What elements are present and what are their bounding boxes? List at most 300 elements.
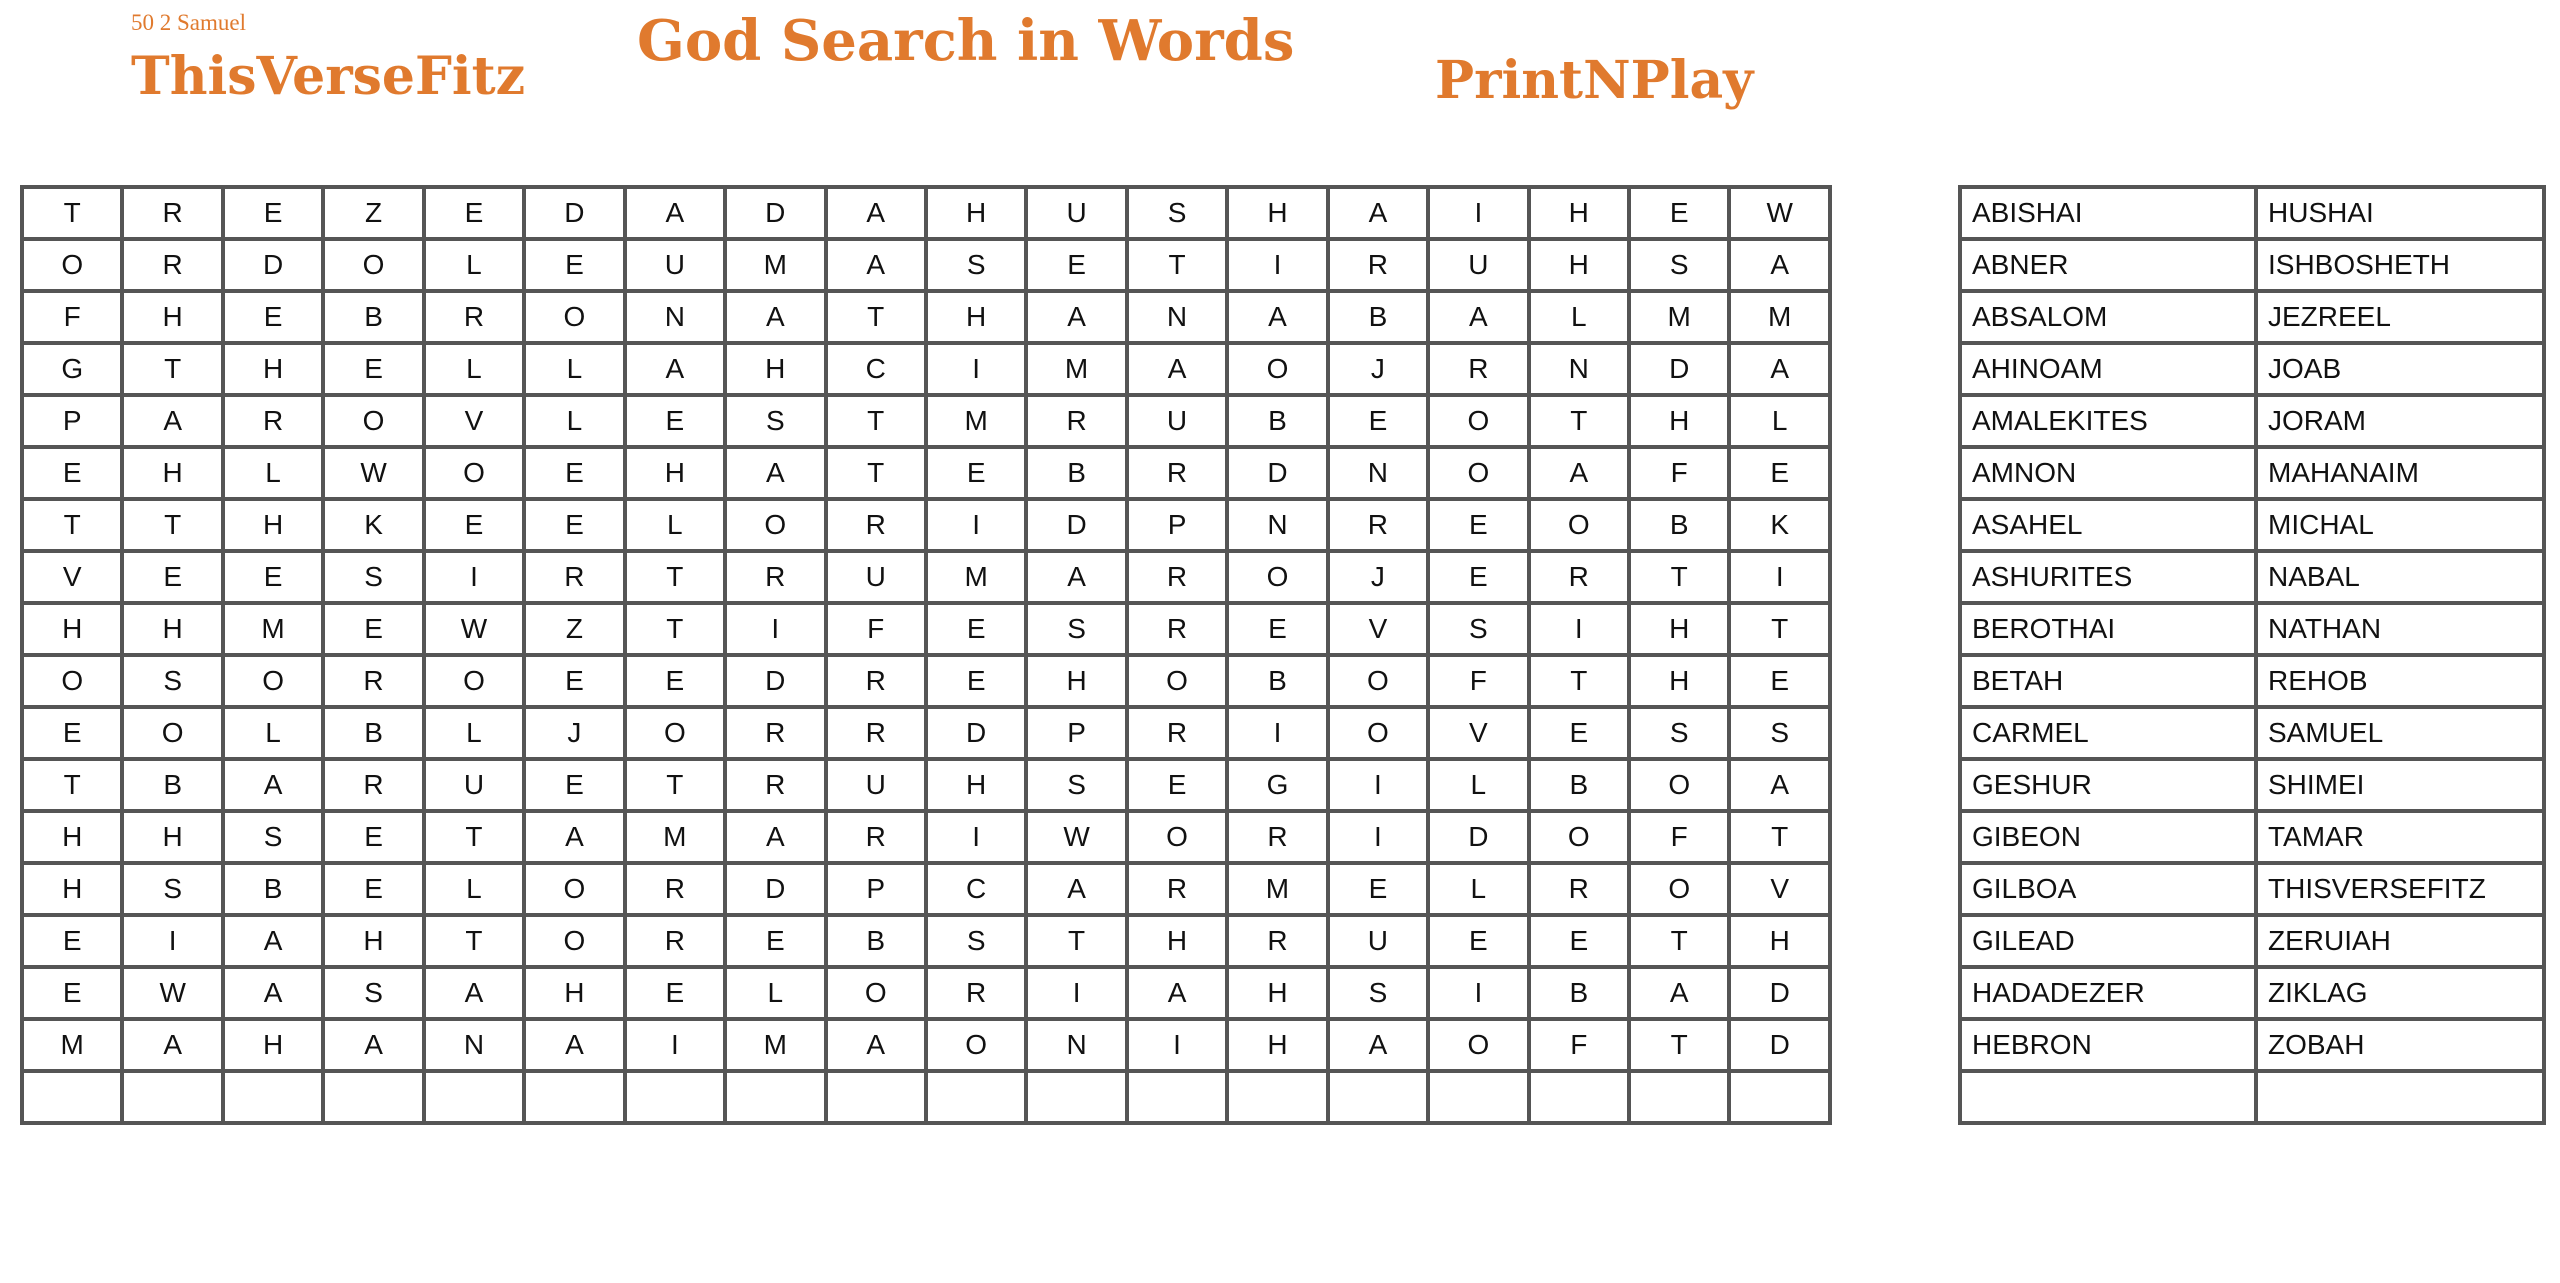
grid-cell: B	[1529, 759, 1629, 811]
grid-cell: L	[524, 395, 624, 447]
grid-cell: R	[424, 291, 524, 343]
grid-cell: H	[22, 811, 122, 863]
grid-cell: V	[424, 395, 524, 447]
grid-cell: H	[1026, 655, 1126, 707]
grid-cell: B	[1629, 499, 1729, 551]
grid-cell: T	[424, 811, 524, 863]
grid-cell: T	[625, 603, 725, 655]
puzzle-subtitle: 50 2 Samuel	[131, 10, 246, 35]
grid-cell: I	[1227, 707, 1327, 759]
grid-cell: R	[826, 499, 926, 551]
word-list-item: ASHURITES	[1960, 551, 2256, 603]
grid-cell: N	[1328, 447, 1428, 499]
grid-cell: R	[725, 707, 825, 759]
grid-cell: A	[725, 811, 825, 863]
grid-cell: T	[625, 759, 725, 811]
grid-cell: R	[1127, 707, 1227, 759]
grid-cell: V	[22, 551, 122, 603]
grid-cell: A	[725, 291, 825, 343]
grid-cell: F	[1529, 1019, 1629, 1071]
word-list-item: NATHAN	[2256, 603, 2544, 655]
grid-row	[22, 187, 1830, 239]
grid-cell: H	[926, 187, 1026, 239]
grid-cell: W	[424, 603, 524, 655]
grid-cell: J	[524, 707, 624, 759]
grid-cell	[625, 1071, 725, 1123]
grid-cell: E	[22, 707, 122, 759]
grid-cell: O	[424, 655, 524, 707]
grid-cell: R	[122, 239, 222, 291]
grid-cell: B	[122, 759, 222, 811]
grid-cell: I	[625, 1019, 725, 1071]
grid-cell: K	[1729, 499, 1830, 551]
grid-cell: S	[1026, 603, 1126, 655]
grid-cell: O	[1428, 447, 1528, 499]
grid-cell: A	[524, 811, 624, 863]
grid-cell: A	[524, 1019, 624, 1071]
word-list-row	[1960, 707, 2544, 759]
grid-cell: E	[223, 187, 323, 239]
grid-cell: A	[725, 447, 825, 499]
grid-cell: B	[1227, 395, 1327, 447]
grid-cell: T	[1529, 395, 1629, 447]
grid-cell: R	[1227, 811, 1327, 863]
grid-cell: U	[1026, 187, 1126, 239]
grid-cell: T	[22, 759, 122, 811]
grid-cell: I	[1328, 759, 1428, 811]
grid-cell: P	[22, 395, 122, 447]
grid-cell: O	[1127, 655, 1227, 707]
grid-cell	[424, 1071, 524, 1123]
grid-cell: O	[926, 1019, 1026, 1071]
grid-cell: T	[1529, 655, 1629, 707]
grid-cell: M	[725, 239, 825, 291]
word-list-item: ASAHEL	[1960, 499, 2256, 551]
grid-cell: A	[826, 187, 926, 239]
grid-cell: U	[424, 759, 524, 811]
grid-cell: R	[1328, 499, 1428, 551]
grid-cell: E	[625, 395, 725, 447]
grid-cell: N	[1227, 499, 1327, 551]
grid-cell: A	[1127, 343, 1227, 395]
grid-cell: A	[122, 395, 222, 447]
grid-cell: E	[1629, 187, 1729, 239]
grid-cell: A	[1026, 291, 1126, 343]
grid-row	[22, 967, 1830, 1019]
grid-cell: M	[22, 1019, 122, 1071]
grid-cell: T	[1629, 915, 1729, 967]
grid-cell	[1328, 1071, 1428, 1123]
grid-cell: H	[122, 811, 222, 863]
grid-cell: O	[122, 707, 222, 759]
grid-cell: E	[625, 967, 725, 1019]
word-list-item: ZIKLAG	[2256, 967, 2544, 1019]
grid-cell: O	[826, 967, 926, 1019]
grid-cell: O	[22, 655, 122, 707]
word-list-row	[1960, 343, 2544, 395]
grid-cell: V	[1428, 707, 1528, 759]
grid-cell: O	[323, 395, 423, 447]
grid-cell: E	[22, 915, 122, 967]
grid-cell: E	[1729, 655, 1830, 707]
grid-cell: H	[22, 863, 122, 915]
grid-cell: I	[926, 343, 1026, 395]
grid-cell: Z	[524, 603, 624, 655]
grid-cell: S	[1629, 239, 1729, 291]
word-list-item: HADADEZER	[1960, 967, 2256, 1019]
grid-cell: E	[725, 915, 825, 967]
word-list-item: AMALEKITES	[1960, 395, 2256, 447]
grid-cell: B	[1328, 291, 1428, 343]
grid-cell: I	[1127, 1019, 1227, 1071]
grid-cell: O	[22, 239, 122, 291]
grid-cell: D	[1227, 447, 1327, 499]
grid-row	[22, 811, 1830, 863]
grid-cell: T	[1629, 551, 1729, 603]
grid-cell: S	[926, 915, 1026, 967]
grid-cell: M	[1227, 863, 1327, 915]
grid-cell: H	[1729, 915, 1830, 967]
grid-cell: S	[1729, 707, 1830, 759]
grid-cell: E	[1227, 603, 1327, 655]
grid-cell: I	[1428, 187, 1528, 239]
grid-cell: L	[524, 343, 624, 395]
grid-cell: O	[1127, 811, 1227, 863]
word-list-row	[1960, 603, 2544, 655]
grid-cell: A	[1026, 863, 1126, 915]
word-list-item: AMNON	[1960, 447, 2256, 499]
word-list-row	[1960, 1071, 2544, 1123]
grid-cell: H	[1529, 187, 1629, 239]
grid-cell: I	[122, 915, 222, 967]
grid-cell: H	[1529, 239, 1629, 291]
grid-cell: H	[926, 291, 1026, 343]
grid-cell: W	[1026, 811, 1126, 863]
word-list-row	[1960, 187, 2544, 239]
grid-cell: O	[323, 239, 423, 291]
word-list-item: GILBOA	[1960, 863, 2256, 915]
grid-cell: R	[826, 811, 926, 863]
grid-cell: I	[1227, 239, 1327, 291]
grid-cell	[122, 1071, 222, 1123]
grid-cell: S	[725, 395, 825, 447]
grid-cell: R	[725, 759, 825, 811]
grid-cell: B	[1026, 447, 1126, 499]
grid-cell: R	[1529, 551, 1629, 603]
grid-cell: H	[223, 343, 323, 395]
grid-cell: H	[1227, 967, 1327, 1019]
grid-cell: R	[1127, 447, 1227, 499]
grid-cell: H	[1227, 1019, 1327, 1071]
word-list-item: ISHBOSHETH	[2256, 239, 2544, 291]
grid-cell: O	[725, 499, 825, 551]
brand-right: PrintNPlay	[1435, 50, 1754, 111]
grid-cell: L	[424, 343, 524, 395]
grid-cell: O	[524, 291, 624, 343]
word-list-row	[1960, 655, 2544, 707]
grid-cell: E	[524, 239, 624, 291]
grid-cell: E	[926, 655, 1026, 707]
grid-cell: S	[1328, 967, 1428, 1019]
grid-cell: M	[1629, 291, 1729, 343]
grid-cell: I	[1428, 967, 1528, 1019]
grid-cell: T	[826, 395, 926, 447]
grid-cell: S	[223, 811, 323, 863]
grid-row	[22, 395, 1830, 447]
grid-cell	[1629, 1071, 1729, 1123]
grid-cell: F	[1629, 811, 1729, 863]
grid-cell: W	[323, 447, 423, 499]
grid-cell: R	[1428, 343, 1528, 395]
grid-cell: H	[926, 759, 1026, 811]
grid-cell: D	[1729, 967, 1830, 1019]
grid-cell	[1227, 1071, 1327, 1123]
grid-cell: I	[725, 603, 825, 655]
grid-cell: E	[1328, 863, 1428, 915]
grid-cell: E	[1026, 239, 1126, 291]
word-list-item	[2256, 1071, 2544, 1123]
grid-cell: A	[1729, 759, 1830, 811]
grid-cell: D	[725, 863, 825, 915]
grid-cell: H	[1127, 915, 1227, 967]
grid-cell: T	[424, 915, 524, 967]
word-list-item: NABAL	[2256, 551, 2544, 603]
grid-cell: H	[122, 603, 222, 655]
grid-row	[22, 343, 1830, 395]
grid-cell: E	[926, 603, 1026, 655]
word-list-row	[1960, 1019, 2544, 1071]
word-list-row	[1960, 499, 2544, 551]
grid-cell: L	[223, 447, 323, 499]
grid-cell	[1127, 1071, 1227, 1123]
grid-cell: V	[1328, 603, 1428, 655]
word-list-item: CARMEL	[1960, 707, 2256, 759]
word-list-item: ABNER	[1960, 239, 2256, 291]
grid-cell: T	[1729, 603, 1830, 655]
word-list-item: TAMAR	[2256, 811, 2544, 863]
grid-cell	[926, 1071, 1026, 1123]
grid-cell: L	[424, 863, 524, 915]
grid-cell: A	[625, 187, 725, 239]
grid-cell: H	[1629, 655, 1729, 707]
grid-cell: E	[22, 447, 122, 499]
grid-cell: E	[1529, 707, 1629, 759]
grid-cell: S	[926, 239, 1026, 291]
word-list-row	[1960, 239, 2544, 291]
grid-cell: F	[1629, 447, 1729, 499]
grid-cell: R	[122, 187, 222, 239]
word-list-item: GILEAD	[1960, 915, 2256, 967]
grid-row	[22, 1019, 1830, 1071]
grid-cell: I	[926, 499, 1026, 551]
grid-cell: P	[826, 863, 926, 915]
grid-cell: A	[625, 343, 725, 395]
grid-cell: T	[1127, 239, 1227, 291]
grid-cell: U	[1328, 915, 1428, 967]
grid-cell: E	[1328, 395, 1428, 447]
word-list-item: ZERUIAH	[2256, 915, 2544, 967]
grid-cell: I	[1328, 811, 1428, 863]
grid-cell: A	[1328, 1019, 1428, 1071]
grid-cell: T	[625, 551, 725, 603]
grid-cell: L	[424, 707, 524, 759]
grid-cell: U	[826, 551, 926, 603]
grid-cell: A	[223, 967, 323, 1019]
grid-cell: E	[1127, 759, 1227, 811]
grid-cell: U	[1428, 239, 1528, 291]
grid-cell: O	[1328, 655, 1428, 707]
grid-cell: R	[926, 967, 1026, 1019]
grid-cell: S	[1428, 603, 1528, 655]
grid-cell: C	[826, 343, 926, 395]
word-list-item: ZOBAH	[2256, 1019, 2544, 1071]
grid-cell: T	[22, 499, 122, 551]
grid-cell: O	[1529, 811, 1629, 863]
grid-cell: E	[1428, 551, 1528, 603]
grid-cell: D	[223, 239, 323, 291]
word-list-item: HUSHAI	[2256, 187, 2544, 239]
grid-cell: R	[826, 707, 926, 759]
word-list-item: BEROTHAI	[1960, 603, 2256, 655]
page-title: God Search in Words	[637, 8, 1295, 74]
grid-cell: O	[1227, 343, 1327, 395]
grid-cell: I	[1529, 603, 1629, 655]
grid-row	[22, 915, 1830, 967]
grid-cell: H	[1227, 187, 1327, 239]
grid-cell: D	[926, 707, 1026, 759]
grid-cell: N	[1529, 343, 1629, 395]
grid-row	[22, 655, 1830, 707]
grid-cell: L	[1529, 291, 1629, 343]
grid-cell: W	[1729, 187, 1830, 239]
grid-cell: R	[1227, 915, 1327, 967]
word-list-item: THISVERSEFITZ	[2256, 863, 2544, 915]
grid-cell: O	[1428, 1019, 1528, 1071]
brand-left: ThisVerseFitz	[131, 46, 526, 107]
grid-cell: H	[323, 915, 423, 967]
grid-cell: D	[725, 655, 825, 707]
word-list-row	[1960, 447, 2544, 499]
grid-cell: W	[122, 967, 222, 1019]
grid-cell: L	[223, 707, 323, 759]
grid-cell: M	[223, 603, 323, 655]
grid-cell: R	[223, 395, 323, 447]
grid-cell: T	[1729, 811, 1830, 863]
grid-cell: E	[926, 447, 1026, 499]
grid-cell: R	[1026, 395, 1126, 447]
word-list-item: JEZREEL	[2256, 291, 2544, 343]
grid-cell: T	[826, 447, 926, 499]
grid-cell: J	[1328, 551, 1428, 603]
grid-cell: R	[625, 863, 725, 915]
grid-cell: O	[1529, 499, 1629, 551]
grid-cell: N	[625, 291, 725, 343]
grid-cell: E	[524, 499, 624, 551]
grid-cell: M	[725, 1019, 825, 1071]
grid-cell: A	[1127, 967, 1227, 1019]
grid-row	[22, 551, 1830, 603]
word-list-row	[1960, 915, 2544, 967]
grid-cell: P	[1026, 707, 1126, 759]
grid-cell: U	[826, 759, 926, 811]
grid-cell: B	[323, 291, 423, 343]
grid-cell: A	[1227, 291, 1327, 343]
grid-cell: T	[22, 187, 122, 239]
grid-cell	[826, 1071, 926, 1123]
grid-cell: M	[1729, 291, 1830, 343]
word-list-item: BETAH	[1960, 655, 2256, 707]
grid-row	[22, 447, 1830, 499]
grid-cell: E	[424, 499, 524, 551]
grid-cell: O	[223, 655, 323, 707]
grid-row	[22, 499, 1830, 551]
grid-cell	[1026, 1071, 1126, 1123]
grid-cell: R	[1127, 603, 1227, 655]
word-list-item: ABSALOM	[1960, 291, 2256, 343]
grid-cell: N	[1127, 291, 1227, 343]
grid-cell: F	[22, 291, 122, 343]
grid-cell: N	[424, 1019, 524, 1071]
word-list-row	[1960, 811, 2544, 863]
grid-cell: I	[926, 811, 1026, 863]
word-list-item: MAHANAIM	[2256, 447, 2544, 499]
grid-cell: K	[323, 499, 423, 551]
grid-cell: C	[926, 863, 1026, 915]
grid-cell: H	[223, 1019, 323, 1071]
grid-cell: D	[1729, 1019, 1830, 1071]
grid-cell: L	[1428, 759, 1528, 811]
grid-cell: H	[625, 447, 725, 499]
word-list-item: AHINOAM	[1960, 343, 2256, 395]
grid-cell: S	[122, 655, 222, 707]
grid-cell: E	[524, 447, 624, 499]
grid-cell: E	[223, 291, 323, 343]
grid-cell: F	[1428, 655, 1528, 707]
grid-cell: H	[725, 343, 825, 395]
grid-cell: S	[1026, 759, 1126, 811]
grid-cell: H	[22, 603, 122, 655]
grid-cell: M	[1026, 343, 1126, 395]
grid-cell: S	[323, 967, 423, 1019]
grid-cell: A	[1529, 447, 1629, 499]
grid-row	[22, 863, 1830, 915]
grid-cell: O	[424, 447, 524, 499]
grid-cell: U	[625, 239, 725, 291]
grid-cell: L	[424, 239, 524, 291]
grid-cell: A	[826, 1019, 926, 1071]
grid-cell: R	[323, 759, 423, 811]
grid-cell: H	[1629, 395, 1729, 447]
grid-cell: E	[524, 655, 624, 707]
grid-cell: S	[323, 551, 423, 603]
word-list-item: ABISHAI	[1960, 187, 2256, 239]
grid-cell: E	[323, 811, 423, 863]
word-list-item: REHOB	[2256, 655, 2544, 707]
grid-cell: S	[1629, 707, 1729, 759]
grid-cell: E	[323, 343, 423, 395]
word-list-item	[1960, 1071, 2256, 1123]
grid-row	[22, 1071, 1830, 1123]
grid-cell: L	[1729, 395, 1830, 447]
word-list-item: GESHUR	[1960, 759, 2256, 811]
grid-cell: A	[424, 967, 524, 1019]
word-list-row	[1960, 551, 2544, 603]
grid-cell: A	[323, 1019, 423, 1071]
word-list-item: MICHAL	[2256, 499, 2544, 551]
grid-cell	[1729, 1071, 1830, 1123]
grid-cell: A	[223, 759, 323, 811]
grid-cell: R	[1127, 863, 1227, 915]
